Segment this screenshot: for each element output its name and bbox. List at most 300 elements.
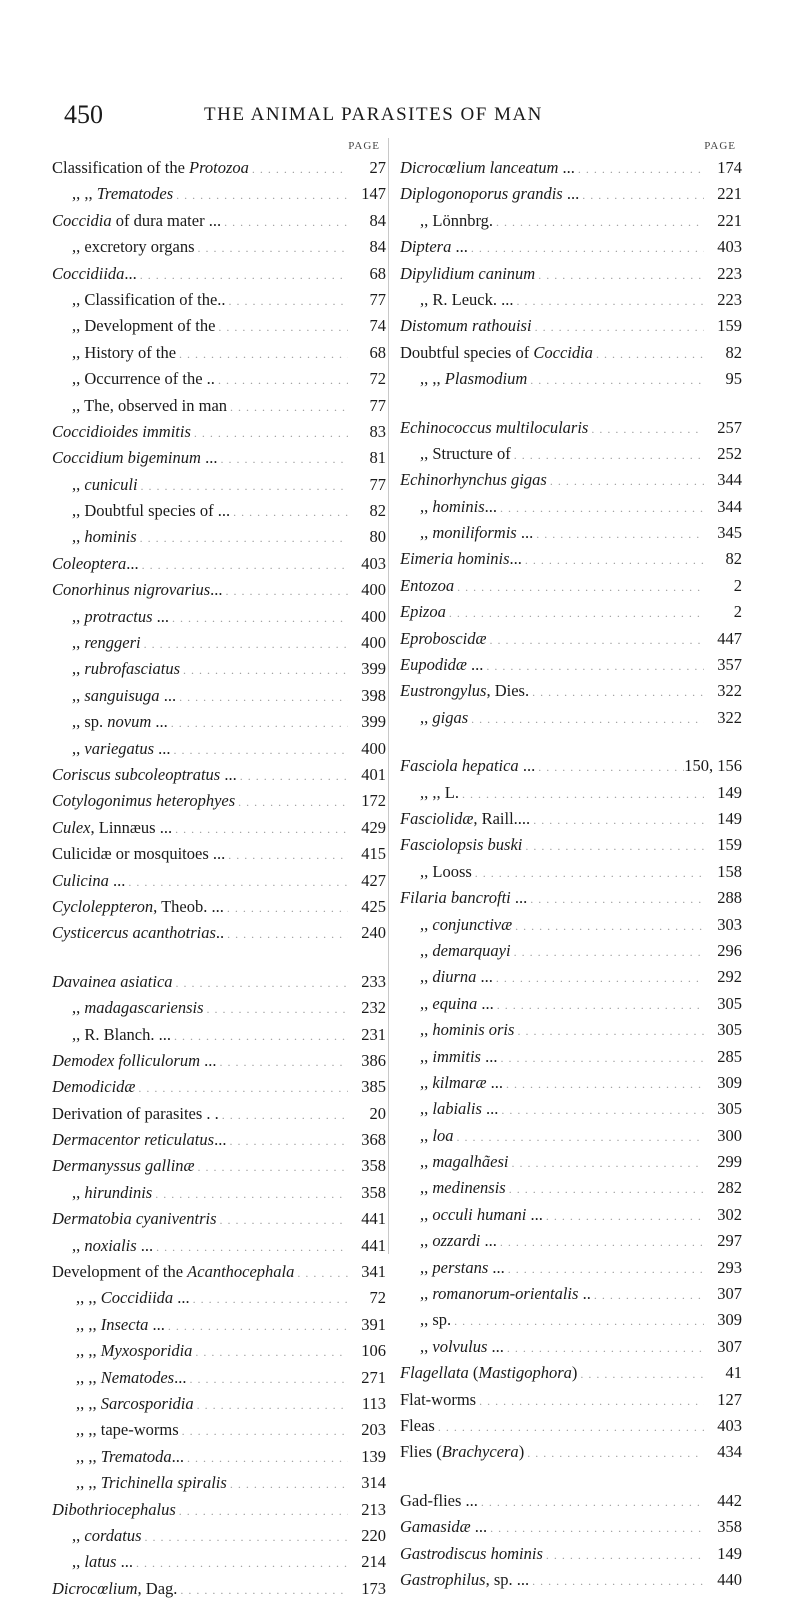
leader-dots xyxy=(506,1182,704,1197)
index-entry xyxy=(400,158,742,184)
index-entry xyxy=(400,681,742,707)
index-entry xyxy=(400,1416,742,1442)
leader-dots xyxy=(224,901,348,916)
index-entry-page: 297 xyxy=(717,1231,742,1251)
index-entry-label: ,, medinensis xyxy=(420,1178,506,1198)
index-entry-page: 106 xyxy=(361,1341,386,1361)
index-entry-page: 305 xyxy=(717,993,742,1013)
index-entry-label: ,, diurna ... xyxy=(420,967,493,987)
leader-dots xyxy=(472,866,704,881)
index-entry-label: Dermacentor reticulatus... xyxy=(52,1130,227,1150)
index-entry-page: 232 xyxy=(361,998,386,1018)
index-entry-label: ,, ,, L. xyxy=(420,782,459,802)
index-entry-label: Echinococcus multilocularis xyxy=(400,417,589,437)
index-entry-page: 344 xyxy=(717,470,742,490)
index-entry xyxy=(52,1394,386,1420)
index-entry xyxy=(400,1442,742,1468)
index-entry-page: 82 xyxy=(369,501,386,521)
leader-dots xyxy=(176,1504,348,1519)
leader-dots xyxy=(476,1394,704,1409)
index-entry-label: Fasciolidæ, Raill.... xyxy=(400,808,531,828)
index-entry-page: 233 xyxy=(361,971,386,991)
index-entry-label: ,, madagascariensis xyxy=(72,998,204,1018)
index-entry-label: ,, romanorum-orientalis .. xyxy=(420,1284,591,1304)
index-entry-page: 84 xyxy=(369,237,386,257)
index-entry-page: 83 xyxy=(369,421,386,441)
leader-dots xyxy=(171,1029,348,1044)
index-entry-label: ,, noxialis ... xyxy=(72,1235,154,1255)
index-entry xyxy=(52,791,386,817)
leader-dots xyxy=(511,945,704,960)
index-entry xyxy=(400,1517,742,1543)
index-entry xyxy=(52,1368,386,1394)
leader-dots xyxy=(453,1130,704,1145)
index-entry-label: ,, ,, Myxosporidia xyxy=(76,1341,193,1361)
leader-dots xyxy=(179,1424,348,1439)
index-entry xyxy=(400,1231,742,1257)
leader-dots xyxy=(235,795,348,810)
leader-dots xyxy=(172,822,348,837)
index-entry-label: Eupodidæ ... xyxy=(400,655,484,675)
index-entry-page: 368 xyxy=(361,1130,386,1150)
index-entry-label: ,, rubrofasciatus xyxy=(72,659,181,679)
leader-dots xyxy=(215,320,348,335)
index-entry-label: ,, ,, Plasmodium xyxy=(420,369,528,389)
leader-dots xyxy=(435,1420,704,1435)
index-entry xyxy=(52,686,386,712)
leader-dots xyxy=(497,1235,704,1250)
index-entry-page: 400 xyxy=(361,738,386,758)
index-column-right xyxy=(400,140,742,1596)
index-entry xyxy=(52,1183,386,1209)
index-entry-page: 77 xyxy=(369,289,386,309)
index-entry-label: Eustrongylus, Dies. xyxy=(400,681,530,701)
leader-dots xyxy=(153,1240,348,1255)
leader-dots xyxy=(522,839,704,854)
index-entry-page: 231 xyxy=(361,1024,386,1044)
index-entry-label: ,, loa xyxy=(420,1125,454,1145)
leader-dots xyxy=(217,1055,348,1070)
index-entry-page: 240 xyxy=(361,923,386,943)
index-entry-page: 305 xyxy=(717,1020,742,1040)
leader-dots xyxy=(195,1160,348,1175)
index-entry-label: Coriscus subcoleoptratus ... xyxy=(52,764,237,784)
index-entry-label: ,, sp. novum ... xyxy=(72,712,168,732)
index-entry-page: 282 xyxy=(717,1178,742,1198)
leader-dots xyxy=(139,558,348,573)
leader-dots xyxy=(529,1574,704,1589)
leader-dots xyxy=(527,892,704,907)
index-entry-label: Coccidioides immitis xyxy=(52,421,191,441)
index-entry-label: ,, hominis... xyxy=(420,496,498,516)
index-entry-label: Gamasidæ ... xyxy=(400,1517,488,1537)
index-entry-page: 252 xyxy=(717,443,742,463)
index-entry-page: 2 xyxy=(733,575,742,595)
leader-dots xyxy=(593,347,704,362)
leader-dots xyxy=(249,162,348,177)
leader-dots xyxy=(135,1081,348,1096)
index-entry xyxy=(52,765,386,791)
index-entry-page: 345 xyxy=(717,523,742,543)
index-entry xyxy=(52,396,386,422)
index-entry-label: Dermanyssus gallinæ xyxy=(52,1156,195,1176)
index-entry-label: ,, perstans ... xyxy=(420,1257,505,1277)
index-entry-page: 72 xyxy=(369,1288,386,1308)
index-entry xyxy=(400,708,742,734)
index-entry-label: ,, ,, Coccidiida ... xyxy=(76,1288,190,1308)
index-entry-label: ,, Doubtful species of ... xyxy=(72,501,231,521)
index-entry-page: 214 xyxy=(361,1552,386,1572)
index-entry-page: 440 xyxy=(717,1569,742,1589)
index-entry-page: 221 xyxy=(717,210,742,230)
leader-dots xyxy=(137,268,348,283)
running-head: THE ANIMAL PARASITES OF MAN xyxy=(204,104,543,125)
index-entry-page: 149 xyxy=(717,782,742,802)
index-entry xyxy=(400,343,742,369)
index-entry-label: Fasciolopsis buski xyxy=(400,835,523,855)
index-entry-page: 159 xyxy=(717,316,742,336)
index-entry xyxy=(400,602,742,628)
leader-dots xyxy=(230,505,348,520)
index-entry-page: 341 xyxy=(361,1262,386,1282)
index-entry-label: Culicina ... xyxy=(52,870,126,890)
leader-dots xyxy=(459,787,704,802)
index-entry-label: Demodicidæ xyxy=(52,1077,136,1097)
index-entry-label: ,, sp. xyxy=(420,1310,452,1330)
index-entry xyxy=(400,1491,742,1517)
index-entry-label: ,, ,, Trematoda... xyxy=(76,1446,185,1466)
leader-dots xyxy=(535,268,704,283)
index-entry-label: Coccidium bigeminum ... xyxy=(52,448,218,468)
index-entry xyxy=(400,184,742,210)
index-entry xyxy=(400,835,742,861)
leader-dots xyxy=(171,743,348,758)
index-entry-label: Conorhinus nigrovarius... xyxy=(52,580,223,600)
index-entry-label: ,, magalhãesi xyxy=(420,1152,509,1172)
index-entry-label: Dicrocœlium lanceatum ... xyxy=(400,158,575,177)
index-entry xyxy=(52,659,386,685)
leader-dots xyxy=(173,976,348,991)
index-entry xyxy=(400,915,742,941)
index-entry xyxy=(400,941,742,967)
index-entry xyxy=(52,1077,386,1103)
index-entry-page: 77 xyxy=(369,395,386,415)
leader-dots xyxy=(588,422,704,437)
index-entry xyxy=(400,497,742,523)
index-entry-page: 95 xyxy=(725,369,742,389)
index-entry-label: Cysticercus acanthotrias.. xyxy=(52,923,225,943)
index-entry-label: Diplogonoporus grandis ... xyxy=(400,184,580,204)
index-entry xyxy=(52,1420,386,1446)
index-entry-label: ,, ,, Nematodes... xyxy=(76,1367,187,1387)
index-entry-page: 305 xyxy=(717,1099,742,1119)
index-entry xyxy=(52,923,386,949)
index-entry xyxy=(52,897,386,923)
index-entries-left xyxy=(52,158,386,1605)
index-entry-label: Dermatobia cyaniventris xyxy=(52,1209,217,1229)
index-entry-page: 399 xyxy=(361,712,386,732)
index-column-left xyxy=(52,140,386,1605)
index-entry-page: 158 xyxy=(717,861,742,881)
leader-dots xyxy=(190,1292,348,1307)
index-entry-label: Demodex folliculorum ... xyxy=(52,1050,217,1070)
index-entries-right xyxy=(400,158,742,1596)
index-entry-page: 68 xyxy=(369,263,386,283)
index-entry xyxy=(52,1104,386,1130)
index-entry xyxy=(52,475,386,501)
index-entry xyxy=(52,1130,386,1156)
leader-dots xyxy=(225,848,348,863)
leader-dots xyxy=(486,633,704,648)
leader-dots xyxy=(133,1556,348,1571)
index-entry-label: Dibothriocephalus xyxy=(52,1499,176,1519)
index-entry-page: 84 xyxy=(369,210,386,230)
index-entry-page: 434 xyxy=(717,1442,742,1462)
leader-dots xyxy=(494,998,704,1013)
index-entry xyxy=(400,1178,742,1204)
index-entry-label: Coccidia of dura mater ... xyxy=(52,210,222,230)
index-entry-page: 322 xyxy=(717,707,742,727)
index-entry xyxy=(400,576,742,602)
leader-dots xyxy=(527,373,704,388)
leader-dots xyxy=(194,1398,348,1413)
index-entry xyxy=(400,1126,742,1152)
index-entry-label: ,, ,, tape-worms xyxy=(76,1420,179,1440)
leader-dots xyxy=(165,1319,348,1334)
index-entry-page: 425 xyxy=(361,896,386,916)
index-entry-label: ,, variegatus ... xyxy=(72,738,171,758)
page-column-label: PAGE xyxy=(704,140,736,152)
index-entry-label: Gastrophilus, sp. ... xyxy=(400,1569,530,1589)
leader-dots xyxy=(215,373,348,388)
index-entry-page: 74 xyxy=(369,316,386,336)
index-entry xyxy=(52,158,386,184)
index-entry xyxy=(52,554,386,580)
leader-dots xyxy=(497,1051,704,1066)
leader-dots xyxy=(579,188,704,203)
index-entry xyxy=(400,444,742,470)
index-entry-label: ,, cuniculi xyxy=(72,474,138,494)
leader-dots xyxy=(176,690,348,705)
index-entry-page: 299 xyxy=(717,1152,742,1172)
leader-dots xyxy=(221,215,348,230)
index-entry-page: 447 xyxy=(717,628,742,648)
index-entry-label: ,, ,, Trematodes xyxy=(72,184,174,204)
index-entry-label: Flies (Brachycera) xyxy=(400,1442,525,1462)
leader-dots xyxy=(512,919,704,934)
index-entry-label: ,, R. Blanch. ... xyxy=(72,1024,171,1044)
index-entry xyxy=(400,862,742,888)
index-entry-label: ,, Looss xyxy=(420,861,472,881)
index-entry-page: 113 xyxy=(361,1393,386,1413)
index-entry-page: 442 xyxy=(717,1490,742,1510)
index-entry-page: 257 xyxy=(717,417,742,437)
leader-dots xyxy=(180,663,348,678)
leader-dots xyxy=(142,1530,348,1545)
index-entry-page: 358 xyxy=(361,1182,386,1202)
index-entry-label: ,, labialis ... xyxy=(420,1099,499,1119)
index-entry-page: 271 xyxy=(361,1367,386,1387)
index-entry-page: 173 xyxy=(361,1578,386,1598)
index-entry-label: ,, cordatus xyxy=(72,1525,142,1545)
leader-dots xyxy=(498,1103,704,1118)
leader-dots xyxy=(219,1108,348,1123)
index-entry xyxy=(52,998,386,1024)
index-entry-label: Fasciola hepatica ... xyxy=(400,756,536,776)
index-entry-label: Epizoa xyxy=(400,602,446,622)
index-entry-label: ,, ,, Insecta ... xyxy=(76,1314,165,1334)
index-entry-label: ,, Development of the xyxy=(72,316,216,336)
leader-dots xyxy=(497,501,704,516)
leader-dots xyxy=(217,452,348,467)
index-entry-label: Development of the Acanthocephala xyxy=(52,1262,295,1282)
index-entry-page: 68 xyxy=(369,342,386,362)
index-entry-label: ,, ,, Sarcosporidia xyxy=(76,1393,194,1413)
index-entry xyxy=(400,470,742,496)
index-entry xyxy=(52,1315,386,1341)
index-entry-page: 296 xyxy=(717,940,742,960)
index-entry xyxy=(400,756,742,782)
index-entry-label: ,, Structure of xyxy=(420,443,511,463)
page-header xyxy=(64,100,764,130)
index-entry-label: ,, immitis ... xyxy=(420,1046,498,1066)
index-entry xyxy=(52,343,386,369)
index-entry xyxy=(400,1073,742,1099)
leader-dots xyxy=(468,712,704,727)
index-entry-page: 400 xyxy=(361,580,386,600)
index-entry xyxy=(52,422,386,448)
leader-dots xyxy=(226,1134,348,1149)
index-entry-page: 82 xyxy=(725,549,742,569)
index-entry-page: 77 xyxy=(369,474,386,494)
leader-dots xyxy=(451,1314,704,1329)
index-entry-label: ,, hominis xyxy=(72,527,137,547)
leader-dots xyxy=(176,347,348,362)
leader-dots xyxy=(141,637,348,652)
index-entry-label: Fleas xyxy=(400,1415,435,1435)
leader-dots xyxy=(223,584,348,599)
leader-dots xyxy=(125,875,348,890)
index-entry xyxy=(400,1337,742,1363)
index-entry-page: 398 xyxy=(361,685,386,705)
leader-dots xyxy=(529,685,704,700)
index-entry-label: ,, R. Leuck. ... xyxy=(420,289,514,309)
index-entry xyxy=(400,1284,742,1310)
index-entry xyxy=(400,369,742,395)
index-entry-label: Cycloleppteron, Theob. ... xyxy=(52,896,224,916)
leader-dots xyxy=(192,1345,348,1360)
index-entry xyxy=(400,1099,742,1125)
index-entry-page: 399 xyxy=(361,659,386,679)
index-entry-page: 344 xyxy=(717,496,742,516)
index-entry-page: 292 xyxy=(717,967,742,987)
index-entry-label: Eproboscidæ xyxy=(400,628,487,648)
index-entry-label: ,, latus ... xyxy=(72,1552,133,1572)
index-entry-label: ,, volvulus ... xyxy=(420,1336,504,1356)
index-entry xyxy=(400,1020,742,1046)
index-entry xyxy=(400,1544,742,1570)
index-entry-page: 159 xyxy=(717,835,742,855)
leader-dots xyxy=(508,1156,704,1171)
index-entry xyxy=(52,448,386,474)
index-entry-page: 127 xyxy=(717,1389,742,1409)
index-entry xyxy=(52,1579,386,1605)
leader-dots xyxy=(532,320,704,335)
index-entry-page: 147 xyxy=(361,184,386,204)
index-entry xyxy=(52,501,386,527)
index-entry-page: 358 xyxy=(717,1517,742,1537)
index-entry xyxy=(52,1156,386,1182)
index-entry-page: 223 xyxy=(717,289,742,309)
leader-dots xyxy=(493,971,704,986)
index-entry xyxy=(52,1262,386,1288)
leader-dots xyxy=(524,1446,704,1461)
index-entry-page: 302 xyxy=(717,1204,742,1224)
index-entry-page: 288 xyxy=(717,888,742,908)
leader-dots xyxy=(446,606,704,621)
index-entry xyxy=(52,1236,386,1262)
leader-dots xyxy=(294,1266,348,1281)
index-entry-page: 400 xyxy=(361,633,386,653)
leader-dots xyxy=(505,1262,704,1277)
leader-dots xyxy=(478,1495,704,1510)
index-entry xyxy=(400,967,742,993)
index-entry-page: 403 xyxy=(717,237,742,257)
index-entry xyxy=(400,290,742,316)
index-entry-page: 401 xyxy=(361,764,386,784)
leader-dots xyxy=(137,531,348,546)
index-entry-label: Gastrodiscus hominis xyxy=(400,1543,543,1563)
index-entry-page: 221 xyxy=(717,184,742,204)
index-entry-page: 220 xyxy=(361,1525,386,1545)
index-entry xyxy=(52,1447,386,1473)
index-entry-page: 441 xyxy=(361,1235,386,1255)
index-entry-label: ,, occuli humani ... xyxy=(420,1204,543,1224)
index-entry-label: Distomum rathouisi xyxy=(400,316,532,336)
index-entry-page: 314 xyxy=(361,1473,386,1493)
index-entry-page: 149 xyxy=(717,1543,742,1563)
index-entry-page: 213 xyxy=(361,1499,386,1519)
index-entry xyxy=(52,369,386,395)
index-entry-label: ,, Classification of the.. xyxy=(72,289,226,309)
index-entry xyxy=(52,844,386,870)
index-entry-page: 81 xyxy=(369,448,386,468)
index-entry-page: 223 xyxy=(717,263,742,283)
leader-dots xyxy=(177,1583,348,1598)
index-entry xyxy=(400,655,742,681)
index-entry-page: 82 xyxy=(725,342,742,362)
index-entry xyxy=(52,1051,386,1077)
index-entry-label: ,, conjunctivæ xyxy=(420,914,513,934)
leader-dots xyxy=(493,215,704,230)
index-entry-page: 441 xyxy=(361,1209,386,1229)
index-entry-label: ,, protractus ... xyxy=(72,606,170,626)
leader-dots xyxy=(535,760,684,775)
leader-dots xyxy=(173,188,348,203)
index-entry xyxy=(400,316,742,342)
index-entry-page: 357 xyxy=(717,655,742,675)
index-entry-label: Dipylidium caninum xyxy=(400,263,536,283)
index-entry xyxy=(52,1025,386,1051)
index-entry xyxy=(52,712,386,738)
index-entry-label: ,, hirundinis xyxy=(72,1182,153,1202)
index-entry xyxy=(52,316,386,342)
index-entry xyxy=(52,527,386,553)
index-entry-label: Davainea asiatica xyxy=(52,971,173,991)
leader-dots xyxy=(217,1213,348,1228)
leader-dots xyxy=(204,1002,348,1017)
index-entry xyxy=(400,809,742,835)
